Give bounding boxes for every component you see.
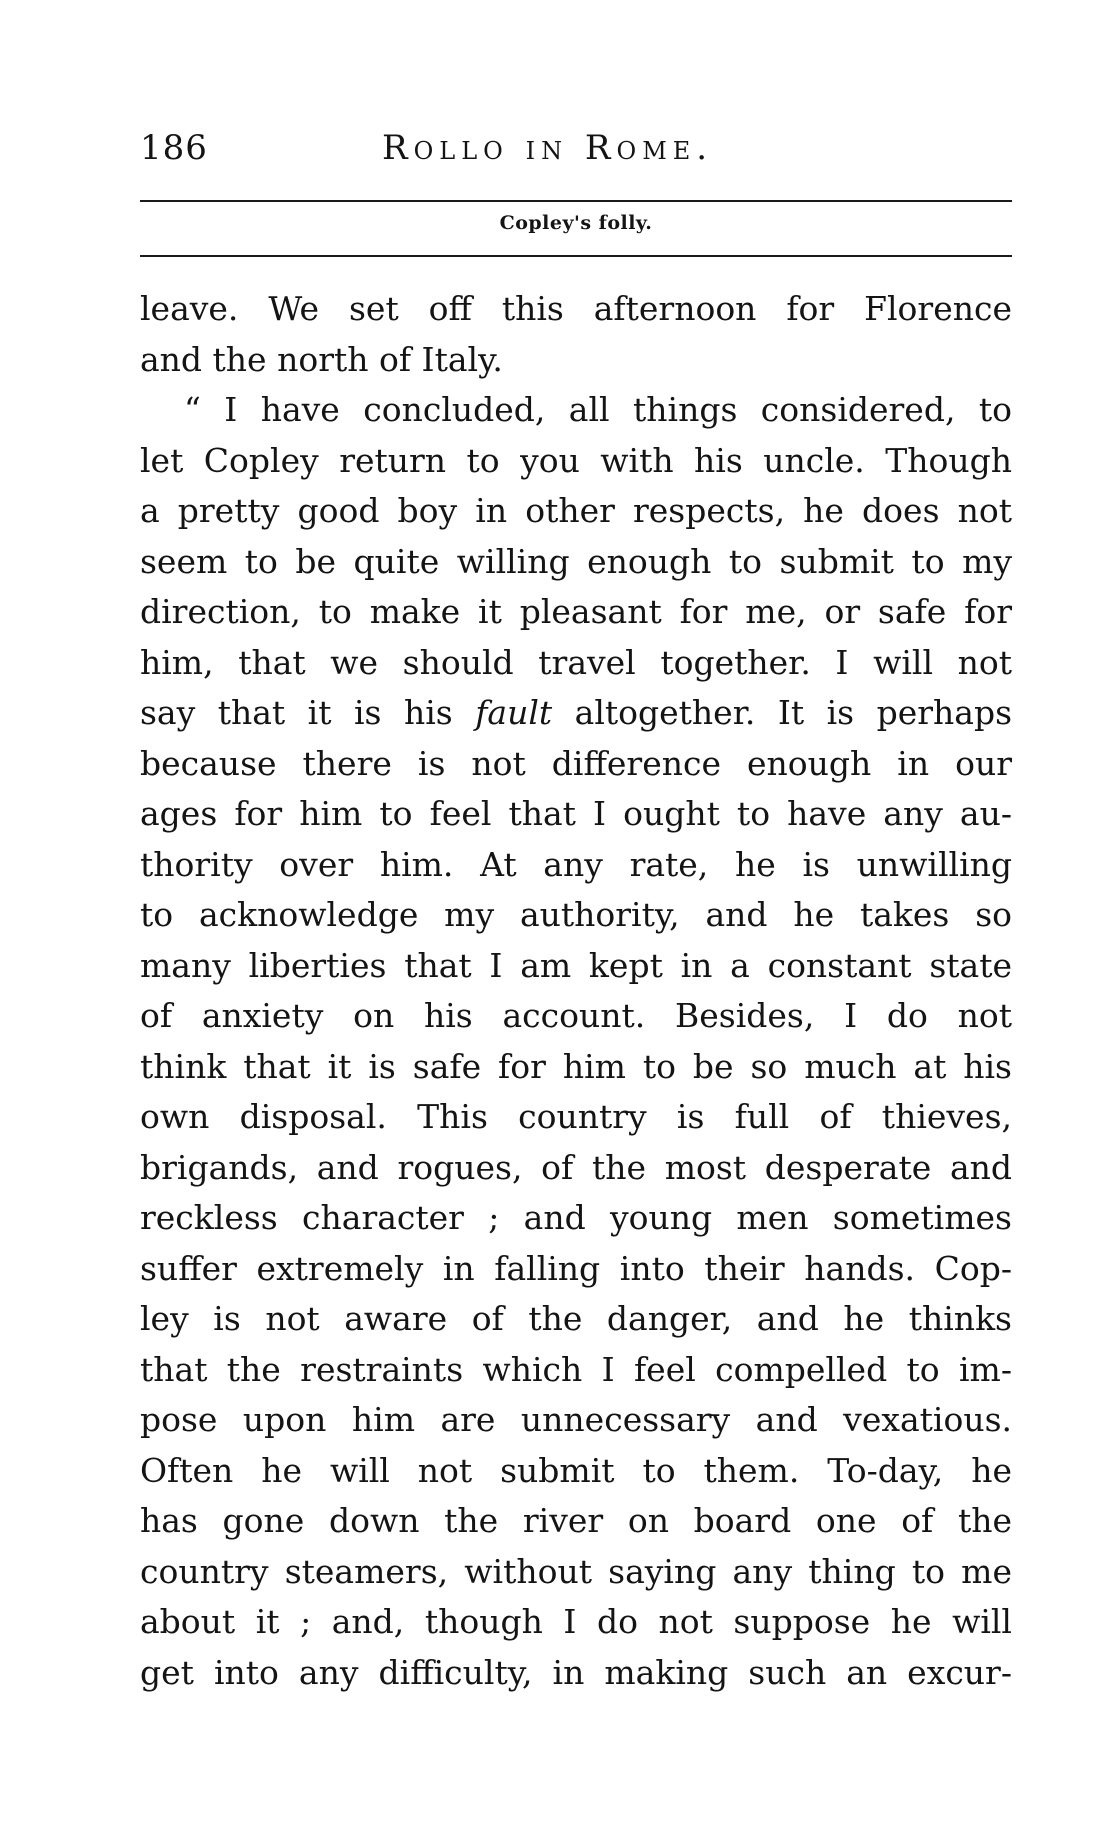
header-rule-bottom <box>140 255 1012 257</box>
text-line: because there is not difference enough in our <box>140 743 1012 783</box>
text-line: brigands, and rogues, of the most desperate and <box>140 1147 1012 1187</box>
text-run: altogether. It is perhaps <box>552 693 1012 732</box>
header-rule-top <box>140 200 1012 202</box>
text-line: own disposal. This country is full of thieves, <box>140 1097 1012 1136</box>
text-line: let Copley return to you with his uncle. Though <box>140 440 1012 480</box>
text-line: many liberties that I am kept in a constant state <box>140 945 1012 985</box>
text-line: “ I have concluded, all things considered, to <box>184 390 1012 429</box>
text-run: say that it is his <box>140 693 476 732</box>
text-line: to acknowledge my authority, and he takes so <box>140 895 1012 934</box>
text-line: ages for him to feel that I ought to have any au- <box>140 794 1012 833</box>
text-line: leave. We set off this afternoon for Florence <box>140 289 1012 328</box>
text-line: has gone down the river on board one of the <box>140 1501 1012 1540</box>
text-line: pose upon him are unnecessary and vexatious. <box>140 1400 1012 1439</box>
section-subheading: Copley's folly. <box>499 212 653 234</box>
text-line <box>140 688 1012 739</box>
text-line: thority over him. At any rate, he is unwilling <box>140 844 1012 884</box>
text-line: think that it is safe for him to be so much at his <box>140 1046 1012 1086</box>
text-line: about it ; and, though I do not suppose he will <box>140 1602 1012 1641</box>
page-number: 186 <box>140 128 208 168</box>
text-line: suffer extremely in falling into their hands. Cop- <box>140 1248 1012 1288</box>
text-line: reckless character ; and young men sometimes <box>140 1198 1012 1237</box>
body-text <box>140 284 1012 1698</box>
text-line: ley is not aware of the danger, and he thinks <box>140 1299 1012 1338</box>
text-line: and the north of Italy. <box>140 339 503 379</box>
running-title: Rollo in Rome. <box>382 128 714 168</box>
page-header <box>140 128 1012 178</box>
text-line: direction, to make it pleasant for me, or safe for <box>140 592 1012 631</box>
text-line: of anxiety on his account. Besides, I do not <box>140 996 1012 1035</box>
text-line: him, that we should travel together. I will not <box>140 642 1012 682</box>
text-line: seem to be quite willing enough to submit to my <box>140 541 1012 581</box>
text-line: that the restraints which I feel compelled to im- <box>140 1349 1012 1389</box>
text-line: Often he will not submit to them. To-day, he <box>140 1450 1012 1490</box>
text-line: get into any difficulty, in making such an excur- <box>140 1652 1012 1692</box>
text-line: country steamers, without saying any thing to me <box>140 1551 1012 1591</box>
italic-word: fault <box>475 693 553 732</box>
text-line: a pretty good boy in other respects, he does not <box>140 491 1012 530</box>
